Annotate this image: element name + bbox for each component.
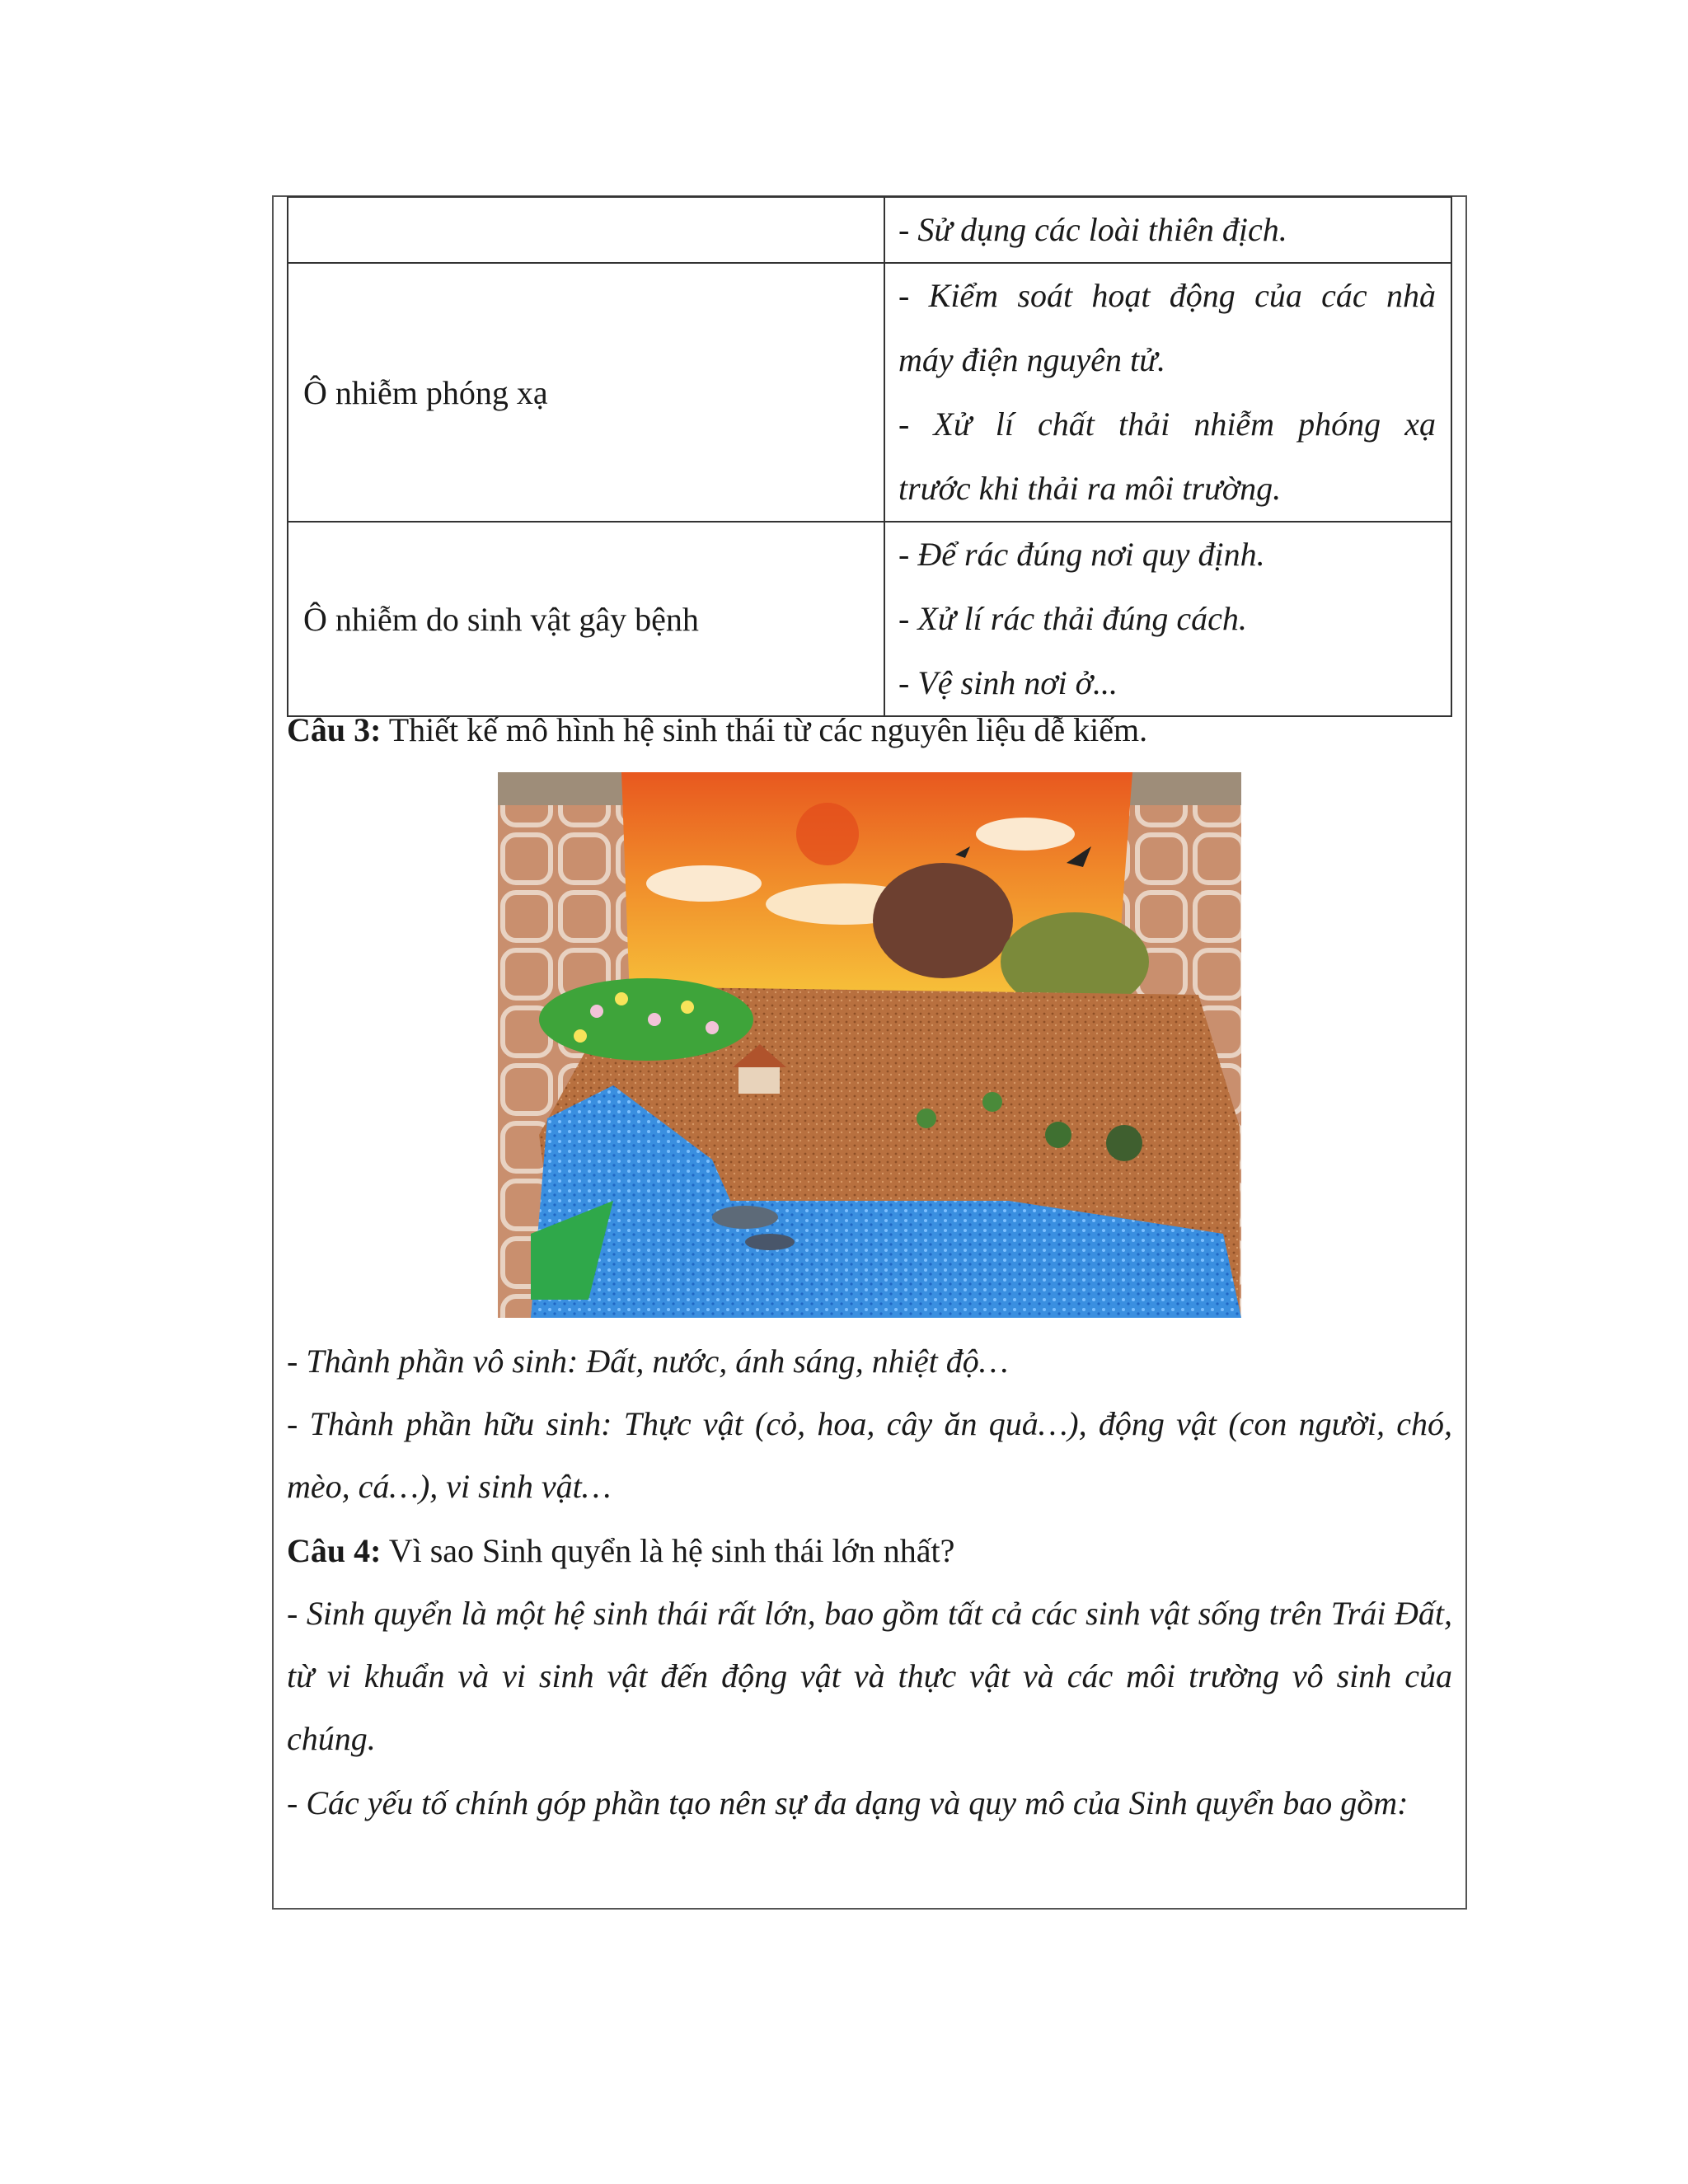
measure-line: - Xử lí chất thải nhiễm phóng xạ xyxy=(898,405,1436,443)
answer-line: - Thành phần vô sinh: Đất, nước, ánh sáng, nhiệt độ… xyxy=(287,1343,1009,1380)
question-3-label: Câu 3: xyxy=(287,711,382,748)
measure-line: máy điện nguyên tử. xyxy=(898,341,1165,378)
question-4 xyxy=(287,1520,1452,1582)
measures-cell xyxy=(884,263,1451,522)
measure-line: - Sử dụng các loài thiên địch. xyxy=(898,211,1287,248)
table-row xyxy=(288,197,1451,263)
measure-line: - Xử lí rác thải đúng cách. xyxy=(898,600,1247,637)
measure-line: trước khi thải ra môi trường. xyxy=(898,470,1282,507)
answer-line: - Thành phần hữu sinh: Thực vật (cỏ, hoa, cây ăn quả…), động vật (con người, chó, mèo, cá…), vi sinh vật… xyxy=(287,1405,1452,1505)
measures-cell xyxy=(884,197,1451,263)
measures-cell xyxy=(884,522,1451,716)
ecosystem-model-photo xyxy=(498,772,1241,1318)
answer-line: - Các yếu tố chính góp phần tạo nên sự đa dạng và quy mô của Sinh quyển bao gồm: xyxy=(287,1784,1409,1821)
table-row xyxy=(288,522,1451,716)
pollution-measures-table xyxy=(287,196,1452,717)
pollution-type-cell: Ô nhiễm phóng xạ xyxy=(288,263,884,522)
measure-line: - Để rác đúng nơi quy định. xyxy=(898,536,1265,573)
question-4-label: Câu 4: xyxy=(287,1532,382,1569)
answer-line: - Sinh quyển là một hệ sinh thái rất lớn, bao gồm tất cả các sinh vật sống trên Trái Đất, từ vi khuẩn và vi sinh vật đến động vật và thực vật và các môi trường vô sinh của chúng. xyxy=(287,1595,1452,1757)
question-3-text: Thiết kế mô hình hệ sinh thái từ các nguyên liệu dễ kiếm. xyxy=(381,711,1148,748)
pollution-type-cell xyxy=(288,197,884,263)
measure-line: - Kiểm soát hoạt động của các nhà xyxy=(898,277,1436,314)
question-4-text: Vì sao Sinh quyển là hệ sinh thái lớn nhất? xyxy=(381,1532,955,1569)
table-row xyxy=(288,263,1451,522)
pollution-type-cell: Ô nhiễm do sinh vật gây bệnh xyxy=(288,522,884,716)
measure-line: - Vệ sinh nơi ở... xyxy=(898,664,1118,701)
question-3 xyxy=(287,699,1452,762)
